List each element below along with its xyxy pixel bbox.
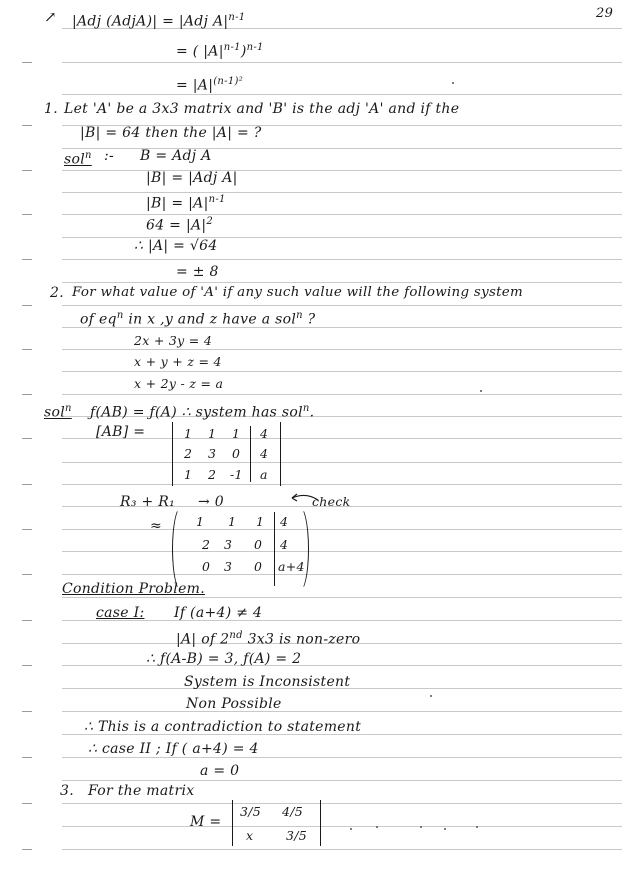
margin-tick: [22, 849, 32, 850]
header-line-2-inner-exponent: n-1: [223, 42, 241, 53]
header-line-1: [72, 10, 245, 30]
ruled-line: [62, 529, 622, 530]
aug-cell: 1: [184, 467, 193, 482]
aug-cell: 1: [208, 426, 217, 441]
case1-line-2-sup: nd: [229, 630, 243, 641]
margin-tick: [22, 62, 32, 63]
margin-tick: [22, 259, 32, 260]
reduced-cell: a+4: [278, 559, 305, 574]
q3-cell: x: [246, 828, 254, 843]
aug-cell: a: [260, 467, 268, 482]
condition-title: Condition Problem.: [62, 581, 205, 597]
q1-step-3: [146, 192, 226, 212]
margin-tick: [22, 665, 32, 666]
reduced-cell: 4: [280, 514, 289, 529]
q1-number: 1.: [44, 101, 58, 117]
ruled-line: [62, 803, 622, 804]
q2-text-b: [80, 308, 315, 328]
q2-text-b-sup: n: [116, 310, 124, 321]
margin-tick: [22, 484, 32, 485]
reduced-matrix-left-paren: [172, 506, 191, 592]
margin-tick: [22, 214, 32, 215]
q3-number: 3.: [60, 783, 74, 799]
reduced-matrix-divider: [274, 512, 275, 586]
q2-equation-3: x + 2y - z = a: [134, 376, 224, 391]
ruled-line: [62, 551, 622, 552]
ruled-line: [62, 62, 622, 63]
q3-cell: 3/5: [240, 804, 262, 819]
case2-result: a = 0: [200, 763, 240, 779]
q2-text-b-sup2: n: [296, 310, 303, 321]
q2-sol-sup: n: [65, 403, 72, 414]
case1-line-3: ∴ ƒ(A-B) = 3, ƒ(A) = 2: [146, 651, 302, 667]
aug-matrix-left-bar: [172, 422, 173, 486]
case1-line-5: Non Possible: [186, 696, 282, 712]
reduced-cell: 0: [202, 559, 211, 574]
margin-tick: [22, 170, 32, 171]
arrow-icon: ↗: [44, 8, 57, 26]
q1-step-4: [146, 214, 213, 234]
page-number: 29: [596, 6, 614, 21]
contradiction-line: ∴ This is a contradiction to statement: [84, 719, 362, 735]
ruled-line: [62, 574, 622, 575]
aug-cell: 1: [184, 426, 193, 441]
ruled-line: [62, 597, 622, 598]
case1-line-2: [176, 628, 360, 648]
ruled-line: [62, 711, 622, 712]
q1-step-4-sup: 2: [206, 216, 214, 227]
header-line-2-outer-exponent: n-1: [246, 42, 264, 53]
ruled-line: [62, 826, 622, 827]
reduced-cell: 1: [196, 514, 205, 529]
margin-tick: [22, 438, 32, 439]
ruled-line: [62, 849, 622, 850]
reduced-cell: 3: [224, 537, 233, 552]
q2-sol-text: sol: [44, 404, 65, 421]
q1-step-5: ∴ |A| = √64: [134, 238, 218, 254]
q1-text-a: Let 'A' be a 3x3 matrix and 'B' is the adj 'A' and if the: [64, 101, 460, 117]
ruled-line: [62, 462, 622, 463]
reduced-cell: 4: [280, 537, 289, 552]
header-line-3-exponent: (n-1)²: [213, 76, 244, 87]
q2-aug-label: [AB] =: [96, 424, 146, 440]
case1-text: If (a+4) ≠ 4: [174, 605, 263, 621]
q3-matrix-right-bar: [320, 800, 321, 846]
aug-cell: -1: [230, 467, 243, 482]
q1-step-2: |B| = |Adj A|: [146, 170, 238, 186]
margin-tick: [22, 349, 32, 350]
header-line-2: [176, 40, 264, 60]
margin-tick: [22, 711, 32, 712]
q2-row-op-result: → 0: [198, 494, 224, 510]
header-line-3-text: = |A|: [176, 77, 214, 94]
scan-speck: [420, 826, 422, 828]
aug-cell: 4: [260, 426, 269, 441]
q3-text: For the matrix: [88, 783, 195, 799]
q1-text-b: |B| = 64 then the |A| = ?: [80, 125, 262, 141]
ruled-line: [62, 305, 622, 306]
aug-cell: 2: [184, 446, 193, 461]
q3-cell: 4/5: [282, 804, 304, 819]
q2-rank-text: ƒ(AB) = ƒ(A) ∴ system has sol: [90, 404, 303, 421]
q3-cell: 3/5: [286, 828, 308, 843]
q2-text-b-post: in x ,y and z have a sol: [123, 311, 297, 328]
ruled-line: [62, 780, 622, 781]
q2-text-b-end: ?: [302, 311, 316, 328]
q2-text-a: For what value of 'A' if any such value will the following system: [72, 285, 524, 300]
margin-tick: [22, 620, 32, 621]
ruled-line: [62, 259, 622, 260]
ruled-line: [62, 282, 622, 283]
margin-tick: [22, 529, 32, 530]
scan-speck: [444, 828, 446, 830]
margin-tick: [22, 757, 32, 758]
reduced-cell: 3: [224, 559, 233, 574]
scan-speck: [476, 826, 478, 828]
q1-sol-text: sol: [64, 151, 85, 168]
margin-tick: [22, 803, 32, 804]
scan-speck: [480, 390, 482, 392]
reduced-cell: 0: [254, 537, 263, 552]
case1-label: case I:: [96, 605, 145, 621]
scan-speck: [350, 828, 352, 830]
q1-step-1: B = Adj A: [140, 148, 212, 164]
q1-sol-sup: n: [85, 150, 92, 161]
q1-step-6: = ± 8: [176, 264, 219, 280]
header-line-1-text: |Adj (AdjA)| = |Adj A|: [72, 13, 229, 30]
reduced-matrix-right-paren: [290, 506, 309, 592]
scan-speck: [376, 826, 378, 828]
scan-speck: [452, 82, 454, 84]
reduced-cell: 1: [228, 514, 237, 529]
q2-rank-end: .: [309, 404, 315, 421]
margin-tick: [22, 305, 32, 306]
q2-approx-sign: ≈: [150, 518, 163, 534]
margin-tick: [22, 574, 32, 575]
q3-matrix-left-bar: [232, 800, 233, 846]
ruled-line: [62, 484, 622, 485]
q3-m-label: M =: [190, 814, 222, 830]
case1-line-2-text: |A| of 2: [176, 631, 230, 648]
header-line-2-close: ): [240, 43, 247, 60]
case1-line-4: System is Inconsistent: [184, 674, 351, 690]
ruled-line: [62, 94, 622, 95]
aug-cell: 2: [208, 467, 217, 482]
q2-rank-sup: n: [302, 403, 310, 414]
header-line-3: [176, 74, 243, 94]
reduced-cell: 2: [202, 537, 211, 552]
q2-text-b-pre: of eq: [80, 311, 117, 328]
q2-equation-1: 2x + 3y = 4: [134, 333, 213, 348]
case2-line: ∴ case II ; If ( a+4) = 4: [88, 741, 259, 757]
margin-tick: [22, 394, 32, 395]
q1-step-3-text: |B| = |A|: [146, 195, 209, 212]
aug-cell: 3: [208, 446, 217, 461]
aug-cell: 4: [260, 446, 269, 461]
q2-number: 2.: [50, 285, 64, 301]
q1-step-4-text: 64 = |A|: [146, 217, 207, 234]
ruled-line: [62, 394, 622, 395]
aug-matrix-right-bar: [280, 422, 281, 486]
margin-tick: [22, 125, 32, 126]
ruled-line: [62, 438, 622, 439]
q1-solution-sep: :-: [104, 148, 115, 164]
aug-cell: 1: [232, 426, 241, 441]
ruled-line: [62, 349, 622, 350]
aug-cell: 0: [232, 446, 241, 461]
scan-speck: [430, 695, 432, 697]
reduced-cell: 1: [256, 514, 265, 529]
reduced-cell: 0: [254, 559, 263, 574]
q1-solution-label: [64, 148, 92, 168]
q2-row-op: R₃ + R₁: [120, 494, 176, 510]
case1-line-2-end: 3x3 is non-zero: [242, 631, 361, 648]
ruled-line: [62, 371, 622, 372]
q2-check-label: check: [312, 494, 351, 509]
ruled-line: [62, 620, 622, 621]
header-line-2-text: = ( |A|: [176, 43, 224, 60]
aug-matrix-divider: [250, 426, 251, 482]
q2-equation-2: x + y + z = 4: [134, 354, 222, 369]
header-line-1-exponent: n-1: [228, 12, 246, 23]
ruled-line: [62, 757, 622, 758]
q2-solution-label: [44, 401, 72, 421]
q1-step-3-sup: n-1: [208, 194, 226, 205]
q2-rank-line: [90, 401, 314, 421]
